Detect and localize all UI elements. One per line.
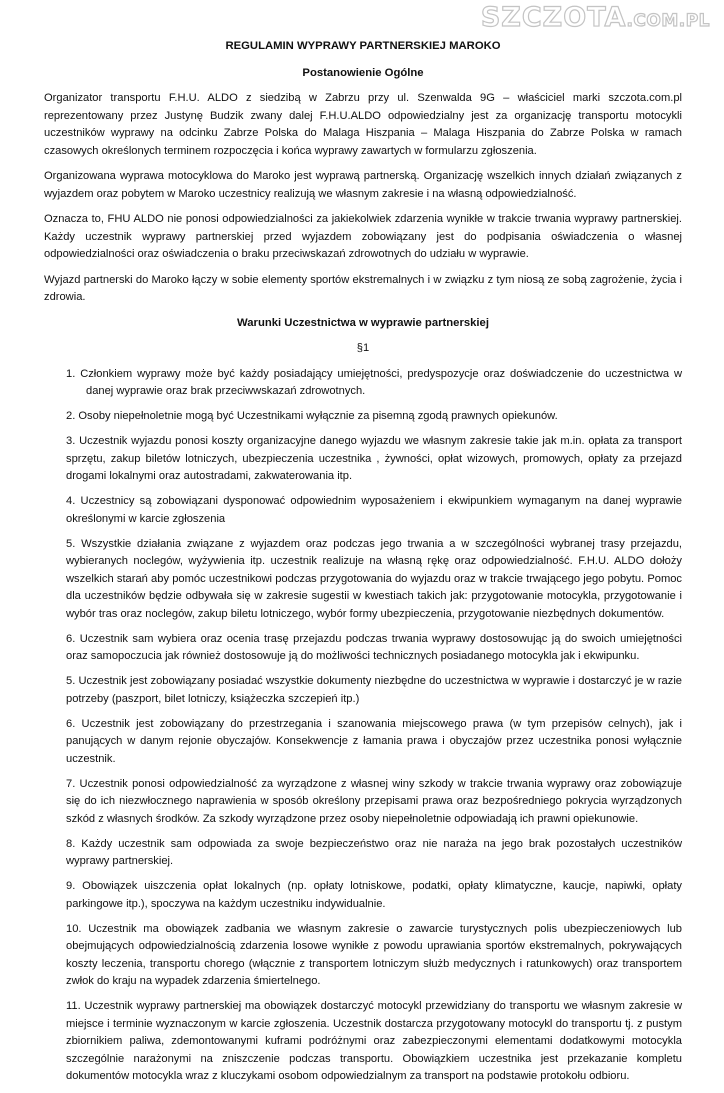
rule-item: 10. Uczestnik ma obowiązek zadbania we własnym zakresie o zawarcie turystycznych polis ubezpieczeniowych lub obejmujących odpowiedzialnością zdarzenia losowe wynikłe z powodu uprawiania sportów ekstremalnych, pokrywających koszty leczenia, transportu chorego (włącznie z transportem lotniczym służb medycznych i ratunkowych) oraz transportem zwłok do kraju na wypadek zdarzenia śmiertelnego. [66,922,682,987]
document-page [44,38,682,1093]
document-title: REGULAMIN WYPRAWY PARTNERSKIEJ MAROKO [225,40,501,52]
intro-paragraph-liability: Oznacza to, FHU ALDO nie ponosi odpowiedzialności za jakiekolwiek zdarzenia wynikłe w trakcie trwania wyprawy partnerskiej. Każdy uczestnik wyprawy partnerskiej przed wyjazdem zobowiązany jest do podpisania oświadczenia o własnej odpowiedzialności oraz oświadczenia o braku przeciwskazań zdrowotnych do udziału w wyprawie. [44,213,682,260]
general-heading: Postanowienie Ogólne [302,66,424,79]
rule-item: 7. Uczestnik ponosi odpowiedzialność za wyrządzone z własnej winy szkody w trakcie trwania wyprawy oraz zobowiązuje się do ich niezwłocznego naprawienia w sposób określony przepisami prawa oraz bezpośredniego pokrycia wyrządzonych szkód z własnych środków. Za szkody wyrządzone przez osoby niepełnoletnie odpowiadają ich prawni opiekunowie. [66,777,682,825]
rule-item: 6. Uczestnik sam wybiera oraz ocenia trasę przejazdu podczas trwania wyprawy dostosowując ją do swoich umiejętności oraz samopoczucia jak również dostosowuje ją do możliwości technicznych posiadanego motocykla jak i ekwipunku. [66,632,682,662]
section-mark: §1 [356,342,370,354]
rule-item: 5. Uczestnik jest zobowiązany posiadać wszystkie dokumenty niezbędne do uczestnictwa w wyprawie i dostarczyć je w razie potrzeby (paszport, bilet lotniczy, książeczka szczepień itp.) [66,675,682,705]
rule-item: 11. Uczestnik wyprawy partnerskiej ma obowiązek dostarczyć motocykl przewidziany do transportu we własnym zakresie w miejsce i terminie wyznaczonym w karcie zgłoszenia. Uczestnik dostarcza przygotowany motocykl do transportu tj. z pustym zbiornikiem paliwa, zdemontowanymi kuframi podróżnymi oraz zabezpieczonymi elementami dodatkowymi motocykla szczególnie narażonymi na zniszczenie podczas transportu. Obowiązkiem uczestnika jest przekazanie kompletu dokumentów motocykla wraz z kluczykami osobom odpowiedzialnym za transport na podstawie protokołu odbioru. [66,1000,682,1082]
rules-list [44,366,682,1086]
watermark-logo [481,4,710,31]
rule-item: 3. Uczestnik wyjazdu ponosi koszty organizacyjne danego wyjazdu we własnym zakresie takie jak m.in. opłata za transport sprzętu, zakup biletów lotniczych, ubezpieczenia uczestnika , żywności, opłat wizowych, promowych, opłaty za przejazd drogami lokalnymi oraz autostradami, zakwaterowania itp. [66,435,682,482]
watermark-suffix: .COM.PL [626,11,710,31]
conditions-heading: Warunki Uczestnictwa w wyprawie partnerskiej [237,316,489,329]
rule-item: 9. Obowiązek uiszczenia opłat lokalnych (np. opłaty lotniskowe, podatki, opłaty klimatyczne, kaucje, napiwki, opłaty parkingowe itp.), spoczywa na każdym uczestniku indywidualnie. [66,880,682,910]
rule-item: 2. Osoby niepełnoletnie mogą być Uczestnikami wyłącznie za pisemną zgodą prawnych opiekunów. [66,410,558,422]
watermark-main: SZCZOTA [480,2,627,33]
intro-paragraph-organizer: Organizator transportu F.H.U. ALDO z siedzibą w Zabrzu przy ul. Szenwalda 9G – właściciel marki szczota.com.pl reprezentowany przez Justynę Budzik zwany dalej F.H.U.ALDO odpowiedzialny jest za organizację transportu motocykli uczestników wyprawy na odcinku Zabrze Polska do Malaga Hiszpania – Malaga Hiszpania do Zabrze Polska w ramach czasowych określonych terminem rozpoczęcia i końca wyprawy zawartych w formularzu zgłoszenia. [44,92,682,157]
rule-item: 4. Uczestnicy są zobowiązani dysponować odpowiednim wyposażeniem i ekwipunkiem wymaganym na danej wyprawie określonymi w karcie zgłoszenia [66,495,682,525]
rule-item: 5. Wszystkie działania związane z wyjazdem oraz podczas jego trwania a w szczególności wybranej trasy przejazdu, wybieranych noclegów, wyżywienia itp. uczestnik realizuje na własną rękę oraz odpowiedzialność. F.H.U. ALDO dołoży wszelkich starań aby pomóc uczestnikowi podczas przygotowania do wyjazdu oraz w trakcie trwającego jego pobytu. Pomoc dla uczestników będzie odbywała się w zakresie sugestii w kwestiach takich jak: przygotowanie motocykla, przygotowanie i wybór tras oraz noclegów, zakup biletu lotniczego, wybór formy ubezpieczenia, przygotowanie niezbędnych dokumentów. [66,537,682,620]
rule-item: 6. Uczestnik jest zobowiązany do przestrzegania i szanowania miejscowego prawa (w tym przepisów celnych), jak i panujących w danym rejonie obyczajów. Konsekwencje z łamania prawa i obyczajów przez uczestnika ponosi wyłącznie uczestnik. [66,717,682,765]
rule-item: 1. Członkiem wyprawy może być każdy posiadający umiejętności, predyspozycje oraz doświadczenie do uczestnictwa w danej wyprawie oraz brak przeciwwskazań zdrowotnych. [66,367,682,397]
rule-item: 8. Każdy uczestnik sam odpowiada za swoje bezpieczeństwo oraz nie naraża na jego brak pozostałych uczestników wyprawy partnerskiej. [66,837,682,867]
intro-paragraph-partnership: Organizowana wyprawa motocyklowa do Maroko jest wyprawą partnerską. Organizację wszelkich innych działań związanych z wyjazdem oraz pobytem w Maroko uczestnicy realizują we własnym zakresie i na własną odpowiedzialność. [44,170,682,200]
intro-paragraph-risk: Wyjazd partnerski do Maroko łączy w sobie elementy sportów ekstremalnych i w związku z tym niosą ze sobą zagrożenie, życia i zdrowia. [44,273,682,303]
